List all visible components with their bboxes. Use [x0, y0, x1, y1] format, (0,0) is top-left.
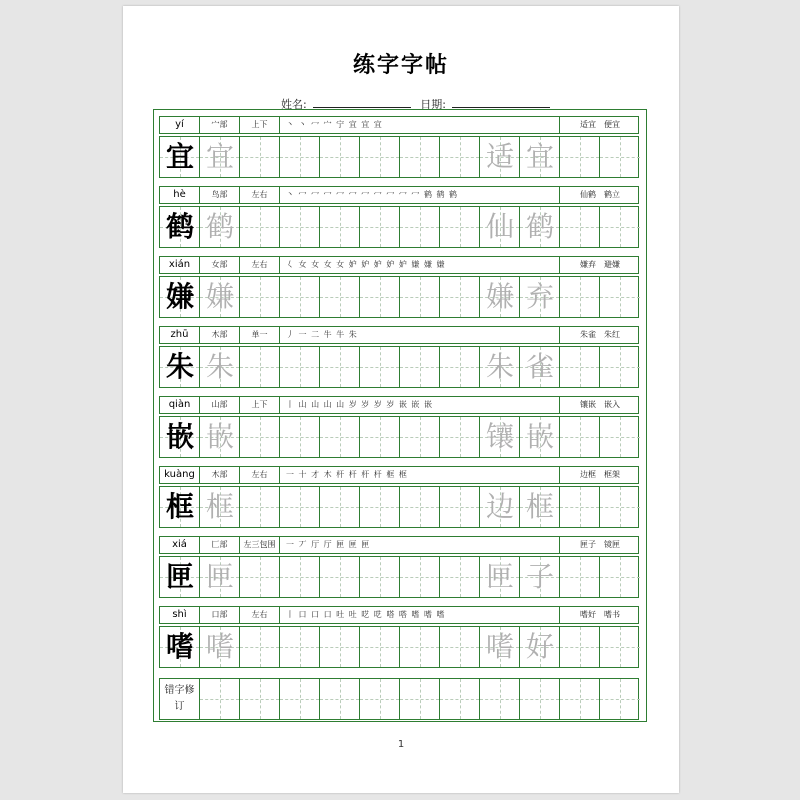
practice-cell[interactable]	[480, 277, 520, 317]
practice-cell[interactable]	[160, 277, 200, 317]
pinyin: yí	[160, 117, 200, 133]
practice-cell[interactable]	[200, 417, 240, 457]
practice-cell[interactable]	[480, 137, 520, 177]
practice-cell[interactable]	[600, 679, 640, 719]
radical: 木部	[200, 467, 240, 483]
char-block	[159, 536, 639, 598]
structure: 左右	[240, 607, 280, 623]
practice-cell[interactable]	[200, 347, 240, 387]
char-info-row	[159, 326, 639, 344]
practice-cell[interactable]	[320, 627, 360, 667]
model-char: 框	[165, 490, 194, 523]
practice-cell[interactable]	[600, 417, 640, 457]
pinyin: shì	[160, 607, 200, 623]
stroke-order: 丨 山 山 山 山 岁 岁 岁 岁 嵌 嵌 嵌	[280, 397, 560, 413]
char-block	[159, 466, 639, 528]
page	[123, 6, 679, 793]
practice-cell[interactable]	[360, 679, 400, 719]
radical: 口部	[200, 607, 240, 623]
structure: 左右	[240, 467, 280, 483]
practice-grid	[159, 276, 639, 318]
practice-cell[interactable]	[200, 137, 240, 177]
trace-char: 嗜	[205, 630, 234, 663]
practice-cell[interactable]	[360, 137, 400, 177]
practice-cell[interactable]	[280, 557, 320, 597]
stroke-order: 丶 冖 冖 冖 冖 冖 冖 冖 冖 冖 冖 鹤 鹤 鹤	[280, 187, 560, 203]
practice-cell[interactable]	[240, 627, 280, 667]
practice-cell[interactable]	[560, 347, 600, 387]
practice-cell[interactable]	[160, 347, 200, 387]
stroke-order: 丿 一 二 牛 牛 朱	[280, 327, 560, 343]
practice-cell[interactable]	[440, 207, 480, 247]
practice-grid	[159, 486, 639, 528]
practice-cell[interactable]	[440, 277, 480, 317]
char-info-row	[159, 116, 639, 134]
practice-grid	[159, 346, 639, 388]
date-label: 日期:	[420, 98, 446, 111]
trace-char: 嵌	[205, 420, 234, 453]
practice-cell[interactable]	[520, 207, 560, 247]
practice-cell[interactable]	[280, 207, 320, 247]
practice-cell[interactable]	[200, 557, 240, 597]
practice-cell[interactable]	[440, 557, 480, 597]
pinyin: kuàng	[160, 467, 200, 483]
practice-cell[interactable]	[560, 487, 600, 527]
practice-cell[interactable]	[240, 347, 280, 387]
word-trace-char: 好	[525, 630, 554, 663]
practice-cell[interactable]	[520, 679, 560, 719]
practice-cell[interactable]	[600, 627, 640, 667]
word-trace-char: 嫌	[485, 280, 514, 313]
practice-cell[interactable]	[360, 207, 400, 247]
practice-cell[interactable]	[520, 557, 560, 597]
trace-char: 嫌	[205, 280, 234, 313]
trace-char: 宜	[205, 140, 234, 173]
words: 适宜 便宜	[580, 120, 620, 129]
practice-cell[interactable]	[360, 347, 400, 387]
practice-cell[interactable]	[400, 137, 440, 177]
words: 边框 框架	[580, 470, 620, 479]
practice-grid	[159, 136, 639, 178]
practice-grid	[159, 416, 639, 458]
practice-cell[interactable]	[160, 557, 200, 597]
radical: 山部	[200, 397, 240, 413]
radical: 宀部	[200, 117, 240, 133]
practice-cell[interactable]	[480, 417, 520, 457]
practice-cell[interactable]	[560, 137, 600, 177]
practice-cell[interactable]	[280, 277, 320, 317]
stroke-order: 𡿨 女 女 女 女 妒 妒 妒 妒 妒 嫌 嫌 嫌	[280, 257, 560, 273]
practice-cell[interactable]	[240, 557, 280, 597]
practice-cell[interactable]	[280, 347, 320, 387]
words: 嗜好 嗜书	[580, 610, 620, 619]
model-char: 宜	[165, 140, 194, 173]
practice-cell[interactable]	[400, 487, 440, 527]
practice-cell[interactable]	[280, 627, 320, 667]
practice-cell[interactable]	[600, 277, 640, 317]
word-trace-char: 匣	[485, 560, 514, 593]
practice-cell[interactable]	[280, 487, 320, 527]
char-block	[159, 256, 639, 318]
practice-cell[interactable]	[480, 487, 520, 527]
char-block	[159, 186, 639, 248]
practice-cell[interactable]	[360, 487, 400, 527]
char-block	[159, 116, 639, 178]
structure: 上下	[240, 397, 280, 413]
char-info-row	[159, 396, 639, 414]
words: 镶嵌 嵌入	[580, 400, 620, 409]
practice-cell[interactable]	[200, 207, 240, 247]
trace-char: 匣	[205, 560, 234, 593]
practice-cell[interactable]	[600, 557, 640, 597]
practice-cell[interactable]	[360, 627, 400, 667]
radical: 木部	[200, 327, 240, 343]
char-block	[159, 326, 639, 388]
pinyin: qiàn	[160, 397, 200, 413]
practice-cell[interactable]	[360, 417, 400, 457]
practice-cell[interactable]	[560, 679, 600, 719]
practice-cell[interactable]	[440, 137, 480, 177]
practice-cell[interactable]	[160, 137, 200, 177]
word-trace-char: 雀	[525, 350, 554, 383]
structure: 上下	[240, 117, 280, 133]
practice-cell[interactable]	[320, 207, 360, 247]
practice-cell[interactable]	[480, 679, 520, 719]
practice-cell[interactable]	[560, 557, 600, 597]
practice-cell[interactable]	[280, 137, 320, 177]
stroke-order: 丨 口 口 口 吐 吐 呓 呓 嗒 嗒 嗜 嗜 嗜	[280, 607, 560, 623]
practice-cell[interactable]	[400, 417, 440, 457]
word-trace-char: 鹤	[525, 210, 554, 243]
words: 仙鹤 鹤立	[580, 190, 620, 199]
char-info-row	[159, 256, 639, 274]
practice-cell[interactable]	[400, 277, 440, 317]
structure: 左右	[240, 257, 280, 273]
practice-cell[interactable]	[480, 557, 520, 597]
practice-cell[interactable]	[360, 277, 400, 317]
page-number: 1	[397, 739, 405, 750]
practice-cell[interactable]	[480, 207, 520, 247]
word-trace-char: 朱	[485, 350, 514, 383]
word-trace-char: 弃	[525, 280, 554, 313]
practice-cell[interactable]	[400, 627, 440, 667]
practice-cell[interactable]	[600, 137, 640, 177]
word-trace-char: 镶	[485, 420, 514, 453]
name-line[interactable]	[313, 97, 411, 108]
pinyin: zhū	[160, 327, 200, 343]
word-trace-char: 子	[525, 560, 554, 593]
practice-cell[interactable]	[320, 277, 360, 317]
word-trace-char: 适	[485, 140, 514, 173]
pinyin: xián	[160, 257, 200, 273]
practice-cell[interactable]	[160, 487, 200, 527]
practice-cell[interactable]	[320, 557, 360, 597]
model-char: 嗜	[165, 630, 194, 663]
practice-cell[interactable]	[480, 347, 520, 387]
char-info-row	[159, 186, 639, 204]
trace-char: 框	[205, 490, 234, 523]
practice-cell[interactable]	[600, 347, 640, 387]
words: 嫌弃 避嫌	[580, 260, 620, 269]
practice-frame	[153, 109, 647, 722]
model-char: 朱	[165, 350, 194, 383]
words: 朱雀 朱红	[580, 330, 620, 339]
practice-cell[interactable]	[520, 137, 560, 177]
radical: 匚部	[200, 537, 240, 553]
practice-grid	[159, 556, 639, 598]
practice-cell[interactable]	[320, 137, 360, 177]
practice-cell[interactable]	[440, 347, 480, 387]
pinyin: xiá	[160, 537, 200, 553]
practice-cell[interactable]	[200, 627, 240, 667]
model-char: 嫌	[165, 280, 194, 313]
practice-cell[interactable]	[160, 627, 200, 667]
practice-cell[interactable]	[360, 557, 400, 597]
word-trace-char: 嵌	[525, 420, 554, 453]
page-title: 练字字帖	[352, 53, 449, 78]
radical: 鸟部	[200, 187, 240, 203]
structure: 左右	[240, 187, 280, 203]
practice-cell[interactable]	[440, 627, 480, 667]
practice-cell[interactable]	[320, 679, 360, 719]
practice-grid	[159, 206, 639, 248]
structure: 单一	[240, 327, 280, 343]
practice-cell[interactable]	[520, 277, 560, 317]
practice-cell[interactable]	[400, 679, 440, 719]
practice-cell[interactable]	[240, 137, 280, 177]
cuozi-label: 错字修订	[160, 679, 200, 719]
practice-cell[interactable]	[520, 627, 560, 667]
practice-cell[interactable]	[400, 557, 440, 597]
practice-cell[interactable]	[560, 417, 600, 457]
practice-cell[interactable]	[200, 487, 240, 527]
practice-cell[interactable]	[320, 417, 360, 457]
date-line[interactable]	[452, 97, 550, 108]
pinyin: hè	[160, 187, 200, 203]
name-label: 姓名:	[281, 98, 307, 111]
word-trace-char: 框	[525, 490, 554, 523]
practice-cell[interactable]	[440, 679, 480, 719]
practice-cell[interactable]	[200, 679, 240, 719]
practice-cell[interactable]	[600, 207, 640, 247]
char-info-row	[159, 606, 639, 624]
structure: 左三包围	[240, 537, 280, 553]
practice-cell[interactable]	[520, 347, 560, 387]
word-trace-char: 边	[485, 490, 514, 523]
practice-cell[interactable]	[560, 207, 600, 247]
practice-grid	[159, 626, 639, 668]
char-info-row	[159, 466, 639, 484]
words: 匣子 镜匣	[580, 540, 620, 549]
practice-cell[interactable]	[480, 627, 520, 667]
model-char: 嵌	[165, 420, 194, 453]
practice-cell[interactable]	[400, 207, 440, 247]
practice-cell[interactable]	[560, 277, 600, 317]
practice-cell[interactable]	[520, 487, 560, 527]
char-info-row	[159, 536, 639, 554]
practice-cell[interactable]	[240, 207, 280, 247]
practice-cell[interactable]	[440, 487, 480, 527]
word-trace-char: 宜	[525, 140, 554, 173]
practice-cell[interactable]	[240, 679, 280, 719]
practice-cell[interactable]	[520, 417, 560, 457]
char-block	[159, 606, 639, 668]
model-char: 匣	[165, 560, 194, 593]
practice-cell[interactable]	[160, 417, 200, 457]
practice-cell[interactable]	[160, 207, 200, 247]
practice-cell[interactable]	[240, 487, 280, 527]
practice-cell[interactable]	[400, 347, 440, 387]
word-trace-char: 嗜	[485, 630, 514, 663]
stroke-order: 一 十 才 木 杆 杆 杆 杆 框 框	[280, 467, 560, 483]
stroke-order: 一 丆 厅 厅 匣 匣 匣	[280, 537, 560, 553]
cuozi-row	[159, 678, 639, 720]
practice-cell[interactable]	[320, 487, 360, 527]
practice-cell[interactable]	[560, 627, 600, 667]
practice-cell[interactable]	[440, 417, 480, 457]
practice-cell[interactable]	[200, 277, 240, 317]
practice-cell[interactable]	[280, 679, 320, 719]
model-char: 鹤	[165, 210, 194, 243]
trace-char: 朱	[205, 350, 234, 383]
word-trace-char: 仙	[485, 210, 514, 243]
practice-cell[interactable]	[240, 417, 280, 457]
practice-cell[interactable]	[600, 487, 640, 527]
practice-cell[interactable]	[320, 347, 360, 387]
radical: 女部	[200, 257, 240, 273]
trace-char: 鹤	[205, 210, 234, 243]
stroke-order: 丶 丶 冖 宀 宁 宜 宜 宜	[280, 117, 560, 133]
char-block	[159, 396, 639, 458]
practice-cell[interactable]	[280, 417, 320, 457]
practice-cell[interactable]	[240, 277, 280, 317]
